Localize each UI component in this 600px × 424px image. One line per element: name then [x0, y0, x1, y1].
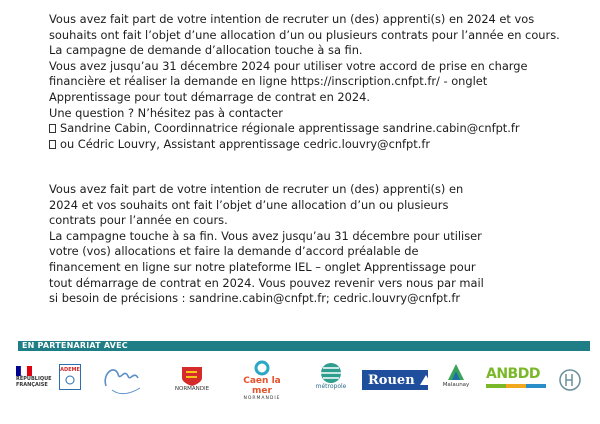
missing-glyph-icon [49, 124, 56, 133]
logo-text: Caen la mer [243, 376, 281, 396]
caen-ring-icon [254, 360, 270, 376]
ademe-logo[interactable] [59, 364, 81, 390]
partner-banner [18, 341, 590, 351]
contact-sandrine[interactable]: Sandrine Cabin, Coordinnatrice régionale apprentissage sandrine.cabin@cnfpt.fr [60, 121, 520, 136]
logo-text: ADEME [60, 367, 80, 373]
anbdd-logo[interactable] [486, 366, 546, 390]
text-line: financement en ligne sur notre plateforme IEL – onglet Apprentissage pour [49, 259, 476, 274]
logo-text: RÉPUBLIQUE FRANÇAISE [16, 376, 52, 388]
caen-la-mer-logo[interactable] [232, 360, 292, 402]
logo-text: NORMANDIE [174, 386, 210, 392]
logo-text: ANBDD [486, 366, 540, 382]
emblem-icon [558, 368, 582, 392]
contact-line [49, 137, 560, 153]
anbdd-stripe-icon [486, 382, 546, 390]
text-line: contrats pour l’année en cours. [49, 213, 228, 228]
cnfpt-logo[interactable] [100, 360, 146, 400]
text-line: 2024 et vos souhaits ont fait l’objet d’une allocation d’un ou plusieurs [49, 197, 449, 212]
message-paragraph-1 [49, 12, 560, 152]
message-paragraph-2 [49, 182, 484, 307]
text-line: votre (vos) allocations et faire la demande d’accord préalable de [49, 244, 419, 259]
metropole-logo[interactable] [312, 362, 350, 390]
partner-logos [0, 360, 600, 410]
rouen-bird-icon [419, 373, 428, 387]
normandie-shield-icon [181, 366, 203, 386]
malaunay-leaf-icon [446, 362, 466, 382]
text-line: tout démarrage de contrat en 2024. Vous pouvez revenir vers nous par mail [49, 275, 484, 290]
partner-label: EN PARTENARIAT AVEC [22, 341, 128, 350]
ademe-mark-icon [63, 375, 77, 385]
emblem-logo[interactable] [558, 368, 582, 392]
text-line: Apprentissage pour tout démarrage de contrat en 2024. [49, 89, 371, 104]
metropole-globe-icon [319, 362, 343, 384]
marianne-icon [16, 366, 32, 376]
text-line: Une question ? N’hésitez pas à contacter [49, 105, 283, 120]
logo-text: Rouen [368, 372, 415, 388]
normandie-logo[interactable] [174, 366, 210, 392]
logo-text: Malaunay [442, 382, 470, 388]
text-line: La campagne de demande d’allocation touche à sa fin. [49, 43, 363, 58]
republique-francaise-logo[interactable] [16, 366, 50, 388]
text-line: Vous avez fait part de votre intention de recruter un (des) apprenti(s) en [49, 182, 464, 196]
text-line: si besoin de précisions : sandrine.cabin@cnfpt.fr; cedric.louvry@cnfpt.fr [49, 291, 461, 306]
text-line: La campagne touche à sa fin. Vous avez jusqu’au 31 décembre pour utiliser [49, 228, 482, 243]
text-line: Vous avez jusqu’au 31 décembre 2024 pour utiliser votre accord de prise en charge [49, 58, 528, 73]
text-line: souhaits ont fait l’objet d’une allocation d’un ou plusieurs contrats pour l’année en cours. [49, 27, 560, 42]
contact-line [49, 121, 560, 137]
missing-glyph-icon [49, 140, 56, 149]
cnfpt-script-icon [100, 360, 146, 400]
malaunay-logo[interactable] [440, 362, 472, 388]
text-line: financière et réaliser la demande en ligne https://inscription.cnfpt.fr/ - onglet [49, 74, 488, 89]
rouen-logo[interactable] [362, 370, 428, 390]
contact-cedric[interactable]: ou Cédric Louvry, Assistant apprentissage cedric.louvry@cnfpt.fr [60, 136, 431, 151]
text-line: Vous avez fait part de votre intention de recruter un (des) apprenti(s) en 2024 et vos [49, 12, 535, 26]
logo-text: métropole [315, 383, 347, 390]
logo-subtext: NORMANDIE [243, 396, 281, 401]
